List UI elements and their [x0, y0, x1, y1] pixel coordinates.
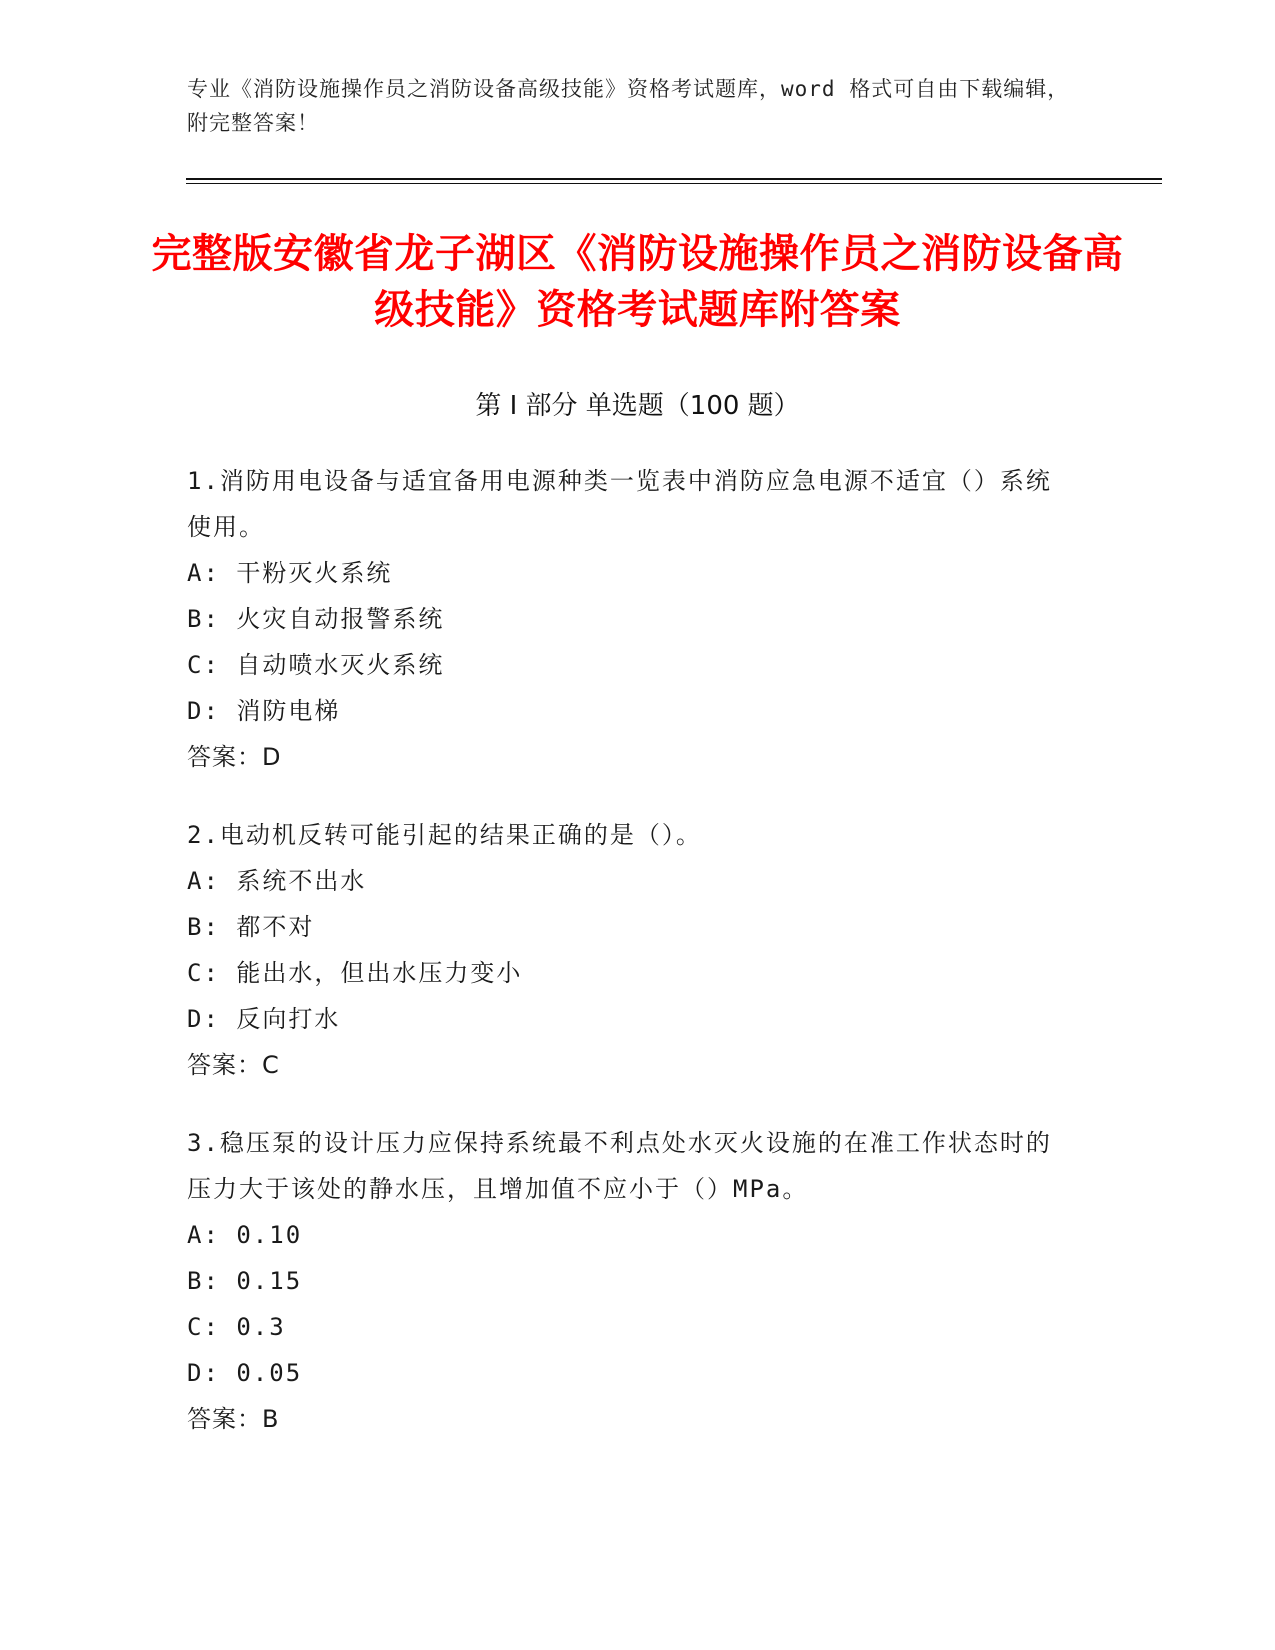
- answer: 答案：B: [187, 1405, 280, 1433]
- question-1: [187, 458, 1067, 780]
- option-d: D: 0.05: [187, 1359, 303, 1387]
- header-divider-thin: [186, 183, 1162, 184]
- header-note: 专业《消防设施操作员之消防设备高级技能》资格考试题库，word 格式可自由下载编辑，附完整答案！: [187, 77, 1070, 135]
- option-a: A: 系统不出水: [187, 867, 367, 895]
- option-b: B: 火灾自动报警系统: [187, 605, 445, 633]
- question-stem: 1.消防用电设备与适宜备用电源种类一览表中消防应急电源不适宜（）系统使用。: [187, 467, 1052, 541]
- option-d: D: 反向打水: [187, 1005, 341, 1033]
- option-c: C: 自动喷水灭火系统: [187, 651, 445, 679]
- question-stem: 2.电动机反转可能引起的结果正确的是（）。: [187, 821, 702, 849]
- question-3: [187, 1120, 1067, 1442]
- question-stem: 3.稳压泵的设计压力应保持系统最不利点处水灭火设施的在准工作状态时的压力大于该处的静水压，且增加值不应小于（）MPa。: [187, 1129, 1052, 1203]
- option-a: A: 0.10: [187, 1221, 303, 1249]
- answer: 答案：C: [187, 1051, 280, 1079]
- option-a: A: 干粉灭火系统: [187, 559, 393, 587]
- option-d: D: 消防电梯: [187, 697, 341, 725]
- section-heading: 第 I 部分 单选题（100 题）: [475, 391, 800, 421]
- option-c: C: 能出水，但出水压力变小: [187, 959, 523, 987]
- option-c: C: 0.3: [187, 1313, 286, 1341]
- header-divider-thick: [186, 178, 1162, 180]
- option-b: B: 都不对: [187, 913, 315, 941]
- option-b: B: 0.15: [187, 1267, 303, 1295]
- question-2: [187, 812, 1067, 1088]
- answer: 答案：D: [187, 743, 282, 771]
- document-title: 完整版安徽省龙子湖区《消防设施操作员之消防设备高级技能》资格考试题库附答案: [151, 231, 1124, 333]
